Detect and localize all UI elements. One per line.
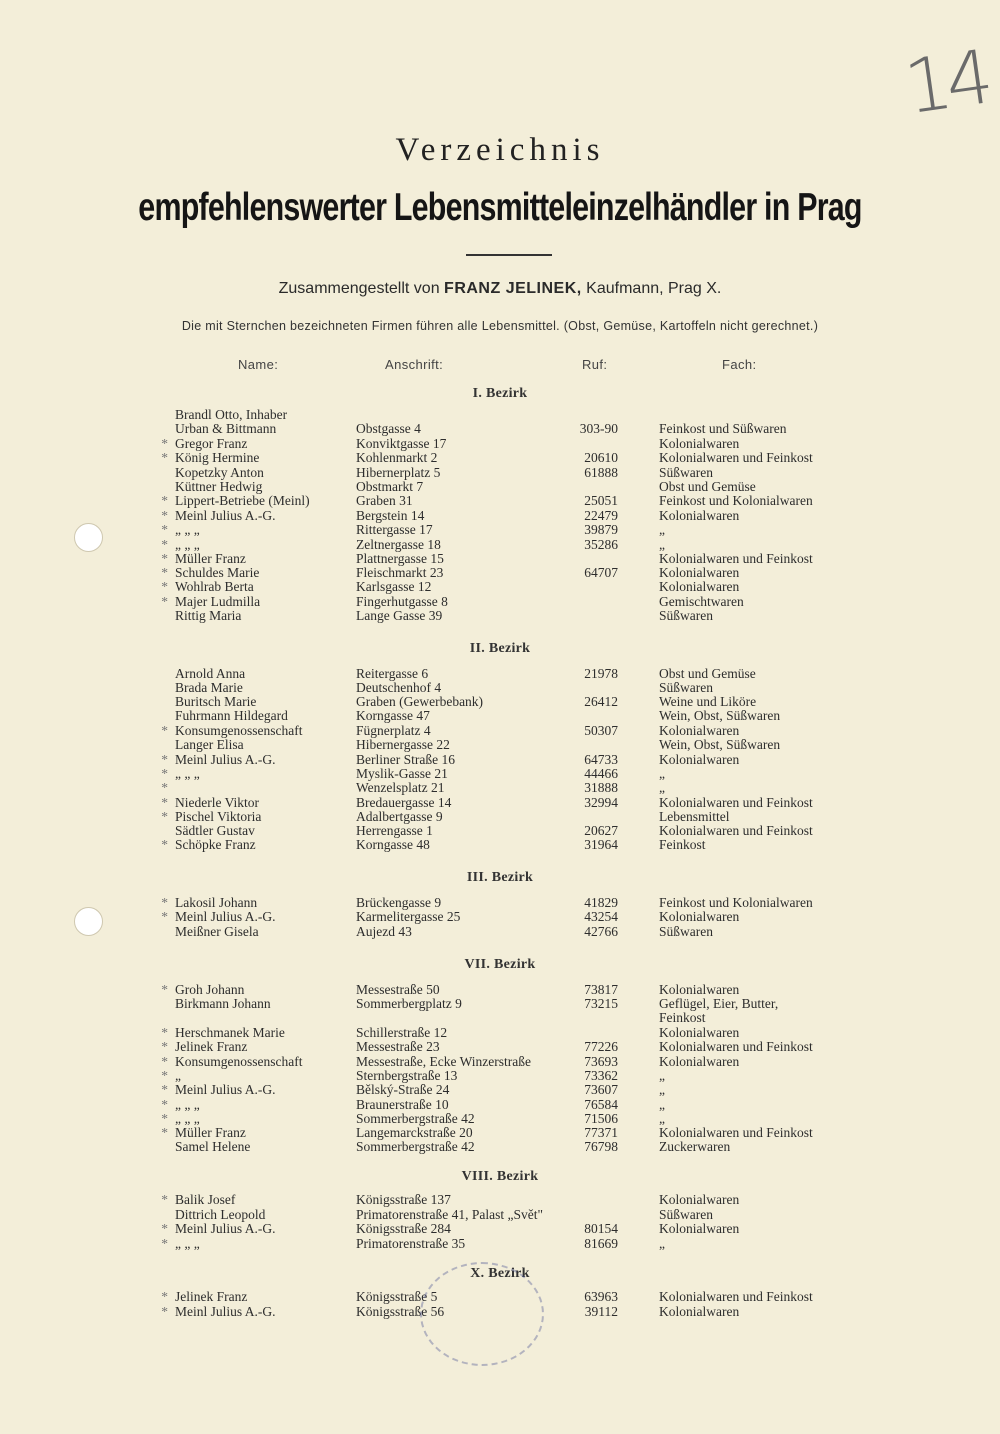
retailer-name: Groh Johann — [175, 982, 245, 997]
table-row — [0, 681, 1000, 695]
retailer-name: Samel Helene — [175, 1139, 251, 1154]
asterisk-marker: * — [161, 780, 168, 795]
table-row — [0, 538, 1000, 552]
retailer-category: Kolonialwaren — [659, 982, 740, 997]
asterisk-marker: * — [161, 522, 168, 537]
retailer-category: „ — [659, 1236, 665, 1251]
district-heading: VIII. Bezirk — [461, 1169, 539, 1184]
retailer-category: Obst und Gemüse — [659, 479, 756, 494]
retailer-address: Bredauergasse 14 — [356, 795, 452, 810]
retailer-name: Gregor Franz — [175, 436, 248, 451]
asterisk-marker: * — [161, 1125, 168, 1140]
retailer-category: Kolonialwaren — [659, 1221, 740, 1236]
table-row — [0, 1069, 1000, 1083]
retailer-phone: 50307 — [584, 723, 618, 738]
table-row — [0, 1055, 1000, 1069]
retailer-name: Urban & Bittmann — [175, 421, 277, 436]
retailer-address: Myslik-Gasse 21 — [356, 766, 448, 781]
retailer-category: Feinkost — [659, 1010, 706, 1025]
asterisk-marker: * — [161, 436, 168, 451]
table-row — [0, 709, 1000, 723]
asterisk-marker: * — [161, 1111, 168, 1126]
retailer-phone: 71506 — [584, 1111, 618, 1126]
retailer-address: Plattnergasse 15 — [356, 551, 444, 566]
retailer-address: Deutschenhof 4 — [356, 680, 442, 695]
retailer-phone: 81669 — [584, 1236, 618, 1251]
retailer-name: Kopetzky Anton — [175, 465, 264, 480]
retailer-name: Meinl Julius A.-G. — [175, 1221, 276, 1236]
table-row — [0, 824, 1000, 838]
retailer-name: Küttner Hedwig — [175, 479, 263, 494]
table-row — [0, 796, 1000, 810]
retailer-name: Birkmann Johann — [175, 996, 271, 1011]
table-row — [0, 494, 1000, 508]
table-row — [0, 609, 1000, 623]
retailer-address: Zeltnergasse 18 — [356, 537, 441, 552]
retailer-name: Müller Franz — [175, 1125, 246, 1140]
asterisk-marker: * — [161, 551, 168, 566]
table-row — [0, 1237, 1000, 1251]
district-heading: X. Bezirk — [470, 1266, 530, 1281]
retailer-name: Arnold Anna — [175, 666, 246, 681]
retailer-phone: 73817 — [584, 982, 618, 997]
header-name: Name: — [238, 357, 279, 372]
asterisk-marker: * — [161, 450, 168, 465]
retailer-category: Kolonialwaren — [659, 1304, 740, 1319]
retailer-address: Berliner Straße 16 — [356, 752, 455, 767]
retailer-name: Niederle Viktor — [175, 795, 260, 810]
retailer-phone: 39879 — [584, 522, 618, 537]
retailer-category: Wein, Obst, Süßwaren — [659, 737, 781, 752]
retailer-category: „ — [659, 1082, 665, 1097]
retailer-name: „ „ „ — [175, 766, 200, 781]
retailer-phone: 64707 — [584, 565, 618, 580]
retailer-category: Kolonialwaren — [659, 723, 740, 738]
retailer-category: Süßwaren — [659, 608, 713, 623]
retailer-category: Lebensmittel — [659, 809, 730, 824]
retailer-address: Sommerbergstraße 42 — [356, 1139, 475, 1154]
asterisk-marker: * — [161, 1221, 168, 1236]
retailer-address: Sommerbergplatz 9 — [356, 996, 462, 1011]
compiled-suffix: Kaufmann, Prag X. — [586, 280, 722, 297]
retailer-name: „ „ „ — [175, 1097, 200, 1112]
title-divider — [466, 254, 552, 256]
retailer-name: Jelinek Franz — [175, 1039, 248, 1054]
retailer-name: Meinl Julius A.-G. — [175, 1304, 276, 1319]
retailer-phone: 21978 — [584, 666, 618, 681]
retailer-phone: 41829 — [584, 895, 618, 910]
asterisk-marker: * — [161, 752, 168, 767]
retailer-address: Reitergasse 6 — [356, 666, 429, 681]
asterisk-marker: * — [161, 537, 168, 552]
retailer-name: Brada Marie — [175, 680, 243, 695]
retailer-address: Langemarckstraße 20 — [356, 1125, 473, 1140]
table-row — [0, 910, 1000, 924]
asterisk-marker: * — [161, 1289, 168, 1304]
table-row — [0, 1112, 1000, 1126]
asterisk-marker: * — [161, 493, 168, 508]
table-row — [0, 1040, 1000, 1054]
retailer-category: „ — [659, 537, 665, 552]
retailer-phone: 73362 — [584, 1068, 618, 1083]
retailer-address: Graben 31 — [356, 493, 413, 508]
retailer-address: Rittergasse 17 — [356, 522, 433, 537]
table-row — [0, 1140, 1000, 1154]
retailer-category: Kolonialwaren und Feinkost — [659, 823, 813, 838]
retailer-category: Kolonialwaren — [659, 579, 740, 594]
retailer-address: Korngasse 48 — [356, 837, 430, 852]
retailer-name: „ „ „ — [175, 522, 200, 537]
retailer-category: Kolonialwaren und Feinkost — [659, 1125, 813, 1140]
retailer-address: Bergstein 14 — [356, 508, 425, 523]
asterisk-marker: * — [161, 579, 168, 594]
retailer-address: Lange Gasse 39 — [356, 608, 443, 623]
retailer-phone: 42766 — [584, 924, 618, 939]
retailer-address: Königsstraße 56 — [356, 1304, 445, 1319]
retailer-category: Kolonialwaren und Feinkost — [659, 551, 813, 566]
retailer-address: Hibernerplatz 5 — [356, 465, 441, 480]
table-row — [0, 1222, 1000, 1236]
retailer-phone: 77226 — [584, 1039, 618, 1054]
retailer-name: Herschmanek Marie — [175, 1025, 285, 1040]
asterisk-marker: * — [161, 594, 168, 609]
asterisk-marker: * — [161, 1236, 168, 1251]
retailer-phone: 63963 — [584, 1289, 618, 1304]
retailer-address: Wenzelsplatz 21 — [356, 780, 445, 795]
table-row — [0, 781, 1000, 795]
retailer-category: Kolonialwaren — [659, 565, 740, 580]
table-row — [0, 810, 1000, 824]
table-row — [0, 466, 1000, 480]
retailer-phone: 31964 — [584, 837, 618, 852]
asterisk-marker: * — [161, 837, 168, 852]
table-row — [0, 480, 1000, 494]
retailer-address: Sternbergstraße 13 — [356, 1068, 458, 1083]
retailer-category: Kolonialwaren und Feinkost — [659, 1039, 813, 1054]
retailer-address: Messestraße 50 — [356, 982, 440, 997]
retailer-category: Süßwaren — [659, 1207, 713, 1222]
retailer-category: „ — [659, 780, 665, 795]
table-row — [0, 1126, 1000, 1140]
retailer-category: Kolonialwaren und Feinkost — [659, 795, 813, 810]
table-row — [0, 509, 1000, 523]
retailer-phone: 64733 — [584, 752, 618, 767]
retailer-phone: 76584 — [584, 1097, 618, 1112]
retailer-category: Süßwaren — [659, 680, 713, 695]
retailer-name: Konsumgenossenschaft — [175, 723, 303, 738]
retailer-name: Meinl Julius A.-G. — [175, 508, 276, 523]
table-row — [0, 437, 1000, 451]
table-row — [0, 1193, 1000, 1207]
retailer-category: Kolonialwaren und Feinkost — [659, 1289, 813, 1304]
asterisk-marker: * — [161, 1054, 168, 1069]
asterisk-marker: * — [161, 982, 168, 997]
asterisk-marker: * — [161, 1192, 168, 1207]
retailer-category: Zuckerwaren — [659, 1139, 731, 1154]
table-row — [0, 983, 1000, 997]
header-phone: Ruf: — [582, 357, 608, 372]
retailer-address: Königsstraße 137 — [356, 1192, 451, 1207]
table-row — [0, 997, 1000, 1011]
asterisk-marker: * — [161, 723, 168, 738]
district-heading: III. Bezirk — [466, 870, 534, 885]
retailer-address: Fingerhutgasse 8 — [356, 594, 448, 609]
retailer-phone: 25051 — [584, 493, 618, 508]
retailer-name: „ „ „ — [175, 537, 200, 552]
retailer-category: Kolonialwaren und Feinkost — [659, 450, 813, 465]
retailer-category: Obst und Gemüse — [659, 666, 756, 681]
retailer-name: Lippert-Betriebe (Meinl) — [175, 493, 310, 508]
retailer-address: Karmelitergasse 25 — [356, 909, 461, 924]
district-heading: II. Bezirk — [469, 641, 531, 656]
retailer-phone: 80154 — [584, 1221, 618, 1236]
asterisk-marker: * — [161, 795, 168, 810]
retailer-name: Lakosil Johann — [175, 895, 258, 910]
table-row — [0, 1026, 1000, 1040]
table-row — [0, 523, 1000, 537]
retailer-name: „ „ „ — [175, 1111, 200, 1126]
document-title: Verzeichnis — [395, 132, 605, 168]
asterisk-marker: * — [161, 895, 168, 910]
retailer-phone: 35286 — [584, 537, 618, 552]
retailer-address: Primatorenstraße 35 — [356, 1236, 466, 1251]
table-row — [0, 451, 1000, 465]
table-row — [0, 838, 1000, 852]
table-row — [0, 1083, 1000, 1097]
retailer-category: Kolonialwaren — [659, 436, 740, 451]
retailer-phone: 303-90 — [579, 421, 618, 436]
asterisk-marker: * — [161, 1025, 168, 1040]
retailer-phone: 77371 — [584, 1125, 618, 1140]
asterisk-marker: * — [161, 1068, 168, 1083]
table-row — [0, 724, 1000, 738]
retailer-phone: 73693 — [584, 1054, 618, 1069]
retailer-phone: 61888 — [584, 465, 618, 480]
retailer-address: Fügnerplatz 4 — [356, 723, 431, 738]
table-row — [0, 753, 1000, 767]
retailer-name: „ — [175, 1068, 181, 1083]
retailer-address: Königsstraße 5 — [356, 1289, 438, 1304]
compiled-prefix: Zusammengestellt von — [278, 280, 440, 297]
retailer-address: Adalbertgasse 9 — [356, 809, 443, 824]
retailer-category: Kolonialwaren — [659, 1192, 740, 1207]
document-subtitle: empfehlenswerter Lebensmitteleinzelhändler in Prag — [138, 186, 862, 229]
retailer-address: Graben (Gewerbebank) — [356, 694, 484, 709]
retailer-name: Majer Ludmilla — [175, 594, 261, 609]
retailer-name: Pischel Viktoria — [175, 809, 262, 824]
retailer-phone: 44466 — [584, 766, 618, 781]
retailer-category: „ — [659, 522, 665, 537]
table-row — [0, 738, 1000, 752]
district-heading: VII. Bezirk — [464, 957, 536, 972]
asterisk-marker: * — [161, 1304, 168, 1319]
retailer-category: Feinkost und Süßwaren — [659, 421, 787, 436]
retailer-category: „ — [659, 766, 665, 781]
asterisk-marker: * — [161, 766, 168, 781]
retailer-address: Sommerbergstraße 42 — [356, 1111, 475, 1126]
retailer-phone: 31888 — [584, 780, 618, 795]
retailer-phone: 73607 — [584, 1082, 618, 1097]
retailer-address: Hibernergasse 22 — [356, 737, 450, 752]
retailer-name: Balik Josef — [175, 1192, 236, 1207]
retailer-category: Geflügel, Eier, Butter, — [659, 996, 779, 1011]
retailer-address: Schillerstraße 12 — [356, 1025, 448, 1040]
retailer-name: Jelinek Franz — [175, 1289, 248, 1304]
retailer-category: Kolonialwaren — [659, 1054, 740, 1069]
retailer-address: Messestraße, Ecke Winzerstraße — [356, 1054, 532, 1069]
header-address: Anschrift: — [385, 357, 444, 372]
retailer-address: Karlsgasse 12 — [356, 579, 432, 594]
retailer-name: Schuldes Marie — [175, 565, 260, 580]
table-row — [0, 925, 1000, 939]
retailer-phone: 73215 — [584, 996, 618, 1011]
retailer-phone: 20627 — [584, 823, 618, 838]
retailer-category: Kolonialwaren — [659, 1025, 740, 1040]
retailer-name: Meinl Julius A.-G. — [175, 909, 276, 924]
retailer-name: „ „ „ — [175, 1236, 200, 1251]
retailer-category: Süßwaren — [659, 465, 713, 480]
table-row — [0, 552, 1000, 566]
retailer-category: Gemischtwaren — [659, 594, 744, 609]
retailer-address: Herrengasse 1 — [356, 823, 433, 838]
retailer-category: „ — [659, 1068, 665, 1083]
retailer-phone: 76798 — [584, 1139, 618, 1154]
retailer-address: Primatorenstraße 41, Palast „Svět" — [356, 1207, 543, 1222]
table-row — [0, 695, 1000, 709]
retailer-name: Meißner Gisela — [175, 924, 259, 939]
asterisk-marker: * — [161, 1082, 168, 1097]
retailer-name: Konsumgenossenschaft — [175, 1054, 303, 1069]
ink-stamp — [420, 1262, 544, 1366]
retailer-address: Obstgasse 4 — [356, 421, 421, 436]
retailer-name: Buritsch Marie — [175, 694, 257, 709]
retailer-phone: 43254 — [584, 909, 618, 924]
retailer-address: Königsstraße 284 — [356, 1221, 451, 1236]
retailer-name: Rittig Maria — [175, 608, 242, 623]
asterisk-marker: * — [161, 1097, 168, 1112]
table-row — [0, 1011, 1000, 1025]
table-row — [0, 1098, 1000, 1112]
retailer-address: Konviktgasse 17 — [356, 436, 447, 451]
table-row — [0, 408, 1000, 422]
retailer-name: Sädtler Gustav — [175, 823, 255, 838]
header-fach: Fach: — [722, 357, 757, 372]
table-row — [0, 595, 1000, 609]
table-row — [0, 422, 1000, 436]
retailer-phone: 32994 — [584, 795, 618, 810]
retailer-name: Fuhrmann Hildegard — [175, 708, 288, 723]
retailer-category: Süßwaren — [659, 924, 713, 939]
asterisk-marker: * — [161, 508, 168, 523]
retailer-name: Wohlrab Berta — [175, 579, 254, 594]
retailer-phone: 39112 — [584, 1304, 618, 1319]
retailer-name: Meinl Julius A.-G. — [175, 1082, 276, 1097]
table-row — [0, 896, 1000, 910]
compiled-by-line — [0, 280, 1000, 298]
retailer-address: Bělský-Straße 24 — [356, 1082, 450, 1097]
retailer-name: Schöpke Franz — [175, 837, 256, 852]
retailer-category: Feinkost und Kolonialwaren — [659, 895, 813, 910]
compiler-name: FRANZ JELINEK, — [444, 280, 582, 297]
handwritten-page-number: 14 — [899, 34, 993, 132]
retailer-name: Meinl Julius A.-G. — [175, 752, 276, 767]
asterisk-marker: * — [161, 909, 168, 924]
table-row — [0, 1208, 1000, 1222]
asterisk-marker: * — [161, 809, 168, 824]
retailer-address: Brückengasse 9 — [356, 895, 442, 910]
retailer-name: Langer Elisa — [175, 737, 244, 752]
retailer-category: Kolonialwaren — [659, 508, 740, 523]
retailer-category: Kolonialwaren — [659, 909, 740, 924]
retailer-name: Müller Franz — [175, 551, 246, 566]
retailer-address: Fleischmarkt 23 — [356, 565, 444, 580]
retailer-address: Kohlenmarkt 2 — [356, 450, 438, 465]
asterisk-note: Die mit Sternchen bezeichneten Firmen führen alle Lebensmittel. (Obst, Gemüse, Kartoffeln nicht gerechnet.) — [181, 319, 819, 333]
asterisk-marker: * — [161, 1039, 168, 1054]
table-row — [0, 667, 1000, 681]
retailer-address: Messestraße 23 — [356, 1039, 440, 1054]
retailer-phone: 26412 — [584, 694, 618, 709]
retailer-phone: 20610 — [584, 450, 618, 465]
retailer-category: Feinkost und Kolonialwaren — [659, 493, 813, 508]
retailer-address: Korngasse 47 — [356, 708, 430, 723]
retailer-name: Brandl Otto, Inhaber — [175, 407, 288, 422]
retailer-category: Wein, Obst, Süßwaren — [659, 708, 781, 723]
retailer-category: Weine und Liköre — [659, 694, 757, 709]
table-row — [0, 767, 1000, 781]
retailer-category: „ — [659, 1111, 665, 1126]
retailer-category: „ — [659, 1097, 665, 1112]
district-heading: I. Bezirk — [472, 386, 528, 401]
retailer-name: König Hermine — [175, 450, 260, 465]
asterisk-marker: * — [161, 565, 168, 580]
table-row — [0, 580, 1000, 594]
retailer-category: Kolonialwaren — [659, 752, 740, 767]
retailer-phone: 22479 — [584, 508, 618, 523]
retailer-category: Feinkost — [659, 837, 706, 852]
retailer-address: Aujezd 43 — [356, 924, 412, 939]
retailer-address: Obstmarkt 7 — [356, 479, 424, 494]
retailer-address: Braunerstraße 10 — [356, 1097, 449, 1112]
table-row — [0, 566, 1000, 580]
retailer-name: Dittrich Leopold — [175, 1207, 266, 1222]
